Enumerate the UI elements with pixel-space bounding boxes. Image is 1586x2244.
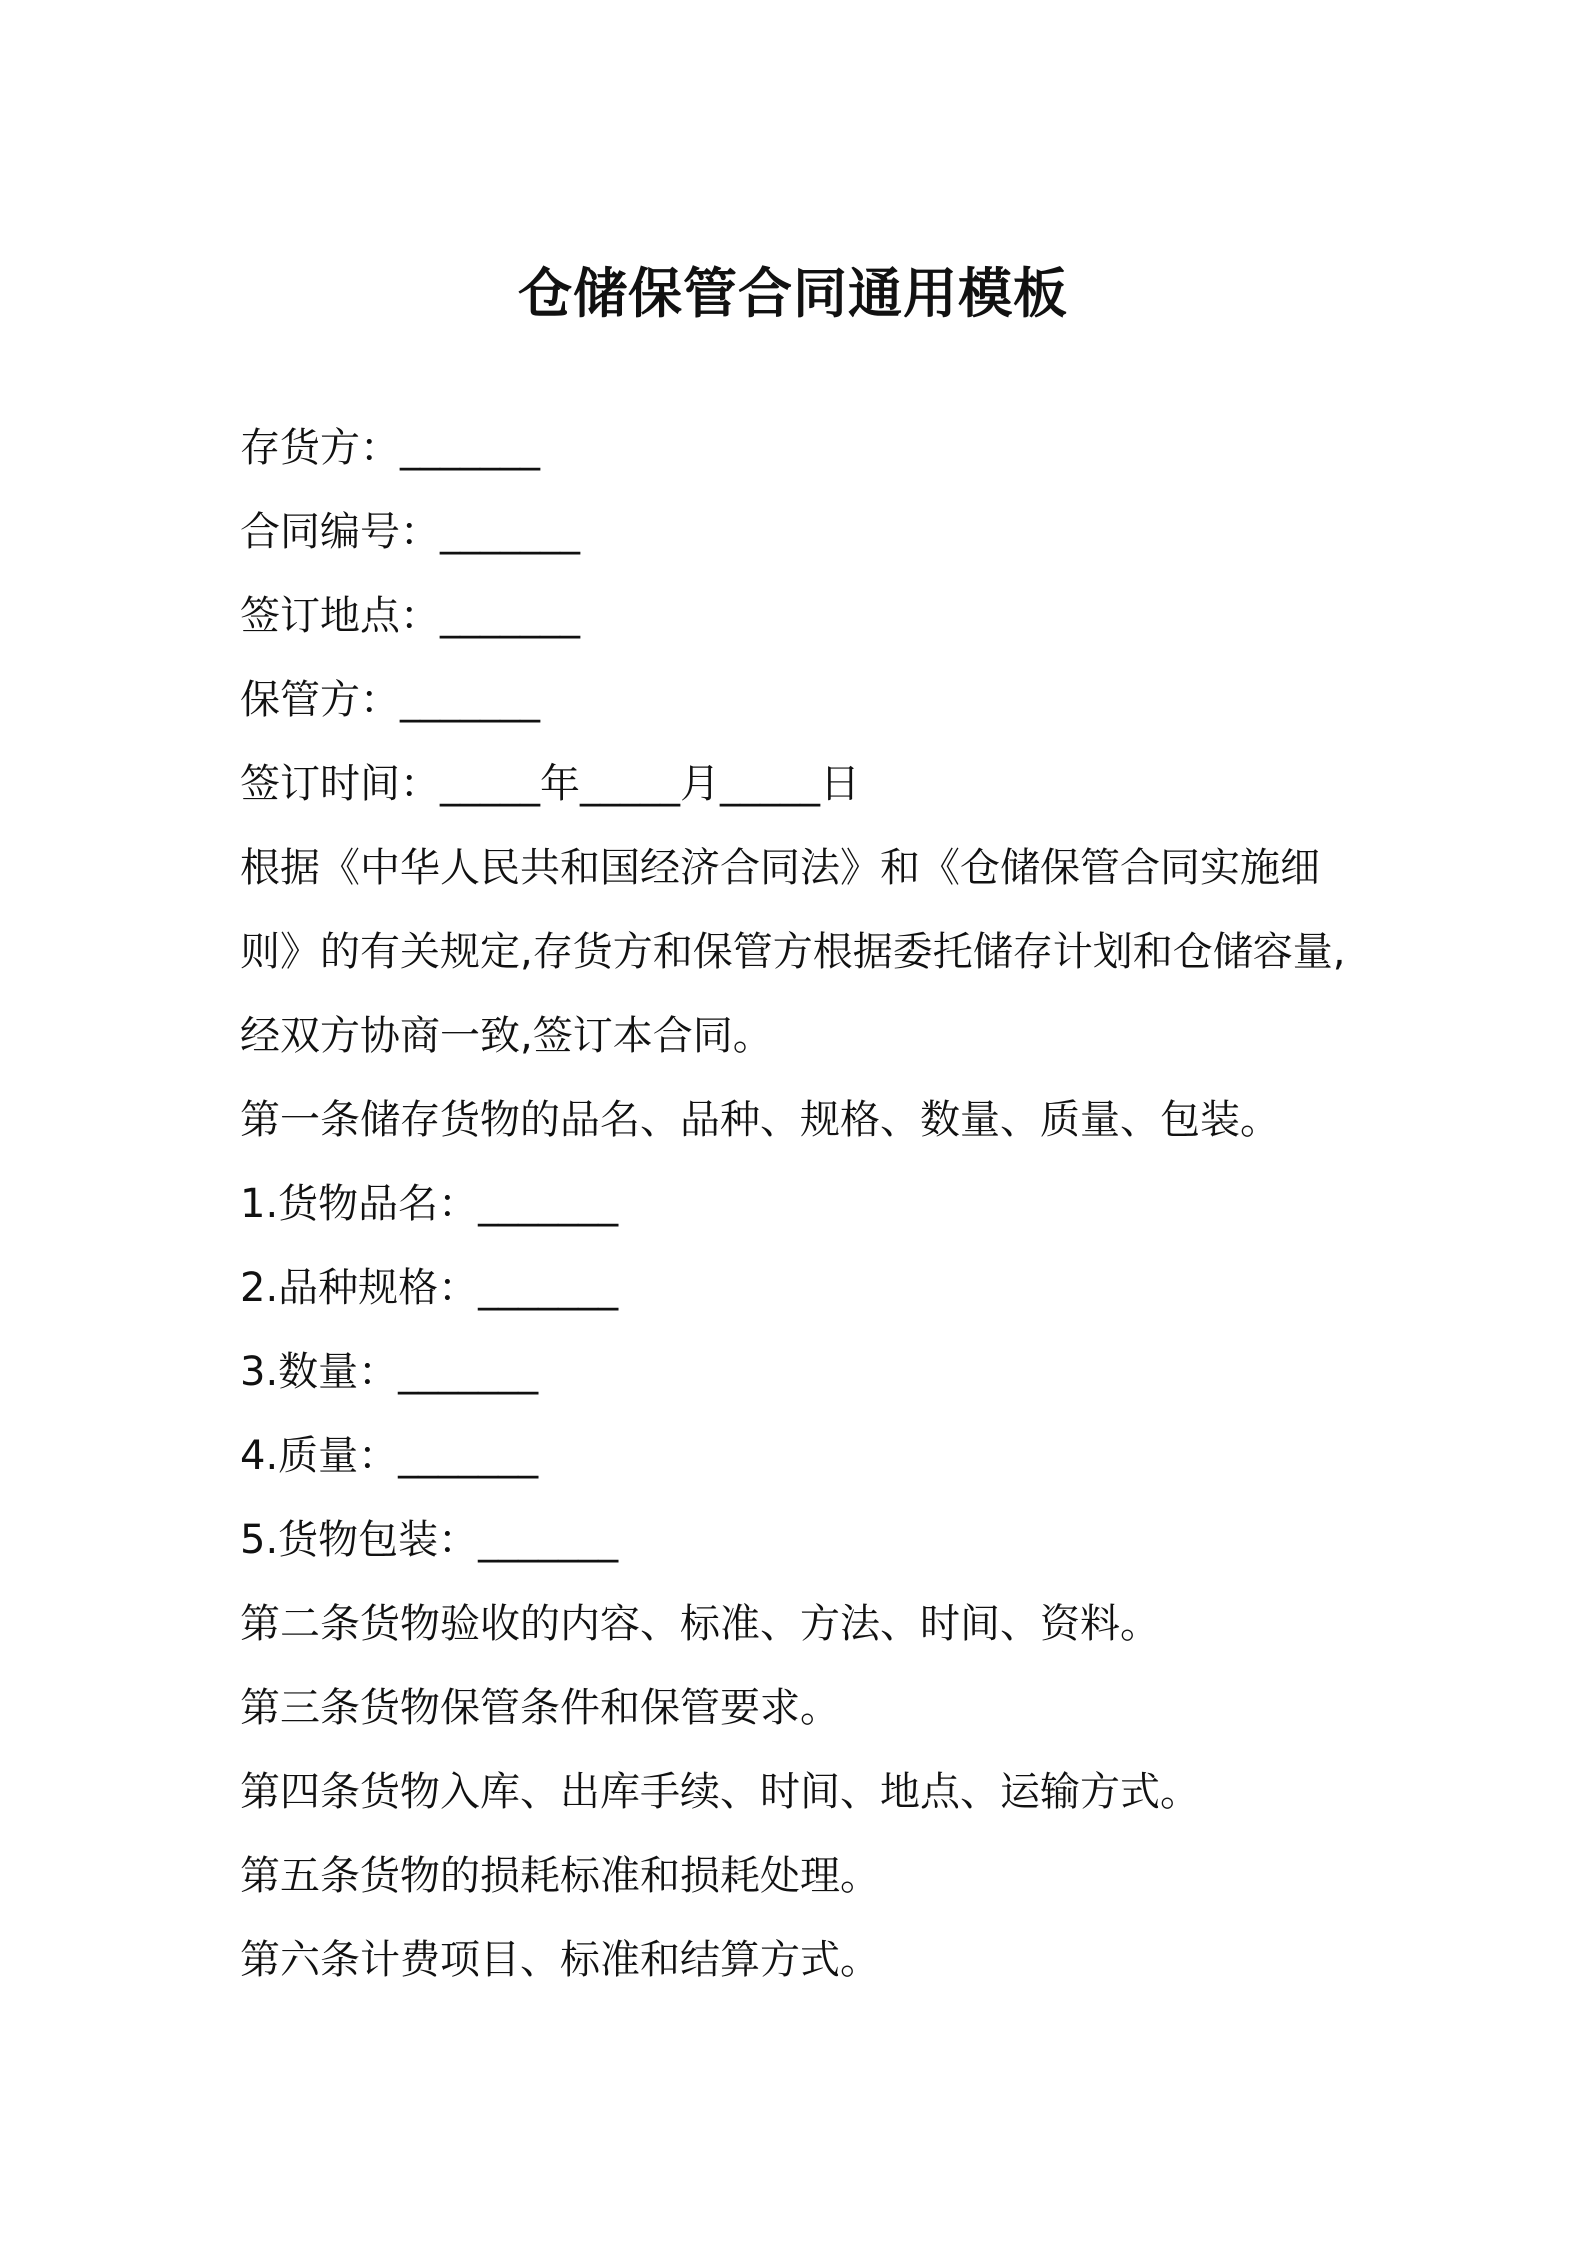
blank-line: _______	[400, 677, 540, 723]
article-2: 第二条货物验收的内容、标准、方法、时间、资料。	[240, 1601, 1160, 1647]
field-label: 合同编号：	[240, 509, 440, 555]
blank-line: _______	[478, 1265, 619, 1311]
field-signing-date	[240, 742, 1360, 826]
document-body	[240, 406, 1360, 2002]
item-label: 3.数量：	[240, 1349, 399, 1395]
blank-line: _______	[478, 1517, 619, 1563]
item-variety-spec	[240, 1246, 1360, 1330]
item-label: 5.货物包装：	[240, 1517, 479, 1563]
item-goods-name	[240, 1162, 1360, 1246]
document-title: 仓储保管合同通用模板	[518, 262, 1068, 325]
blank-line: _______	[398, 1433, 539, 1479]
field-depositor	[240, 406, 1360, 490]
blank-line: _______	[400, 425, 540, 471]
field-label: 签订地点：	[240, 593, 440, 639]
blank-line: _______	[440, 509, 580, 555]
blank-line: _______	[440, 593, 580, 639]
blank-line: _______	[478, 1181, 619, 1227]
item-label: 4.质量：	[240, 1433, 399, 1479]
year-label: 年	[540, 761, 580, 807]
article-6: 第六条计费项目、标准和结算方式。	[240, 1937, 880, 1983]
article-3: 第三条货物保管条件和保管要求。	[240, 1685, 840, 1731]
blank-month: _____	[580, 761, 680, 807]
field-custodian	[240, 658, 1360, 742]
item-packaging	[240, 1498, 1360, 1582]
item-label: 2.品种规格：	[240, 1265, 479, 1311]
blank-line: _______	[398, 1349, 539, 1395]
article-1: 第一条储存货物的品名、品种、规格、数量、质量、包装。	[240, 1097, 1280, 1143]
intro-paragraph: 根据《中华人民共和国经济合同法》和《仓储保管合同实施细则》的有关规定,存货方和保管方根据委托储存计划和仓储容量,经双方协商一致,签订本合同。	[240, 845, 1346, 1059]
day-label: 日	[820, 761, 860, 807]
item-quantity	[240, 1330, 1360, 1414]
field-label: 保管方：	[240, 677, 400, 723]
article-5: 第五条货物的损耗标准和损耗处理。	[240, 1853, 880, 1899]
field-label: 签订时间：	[240, 761, 440, 807]
blank-day: _____	[720, 761, 820, 807]
month-label: 月	[680, 761, 720, 807]
item-quality	[240, 1414, 1360, 1498]
blank-year: _____	[440, 761, 540, 807]
item-label: 1.货物品名：	[240, 1181, 479, 1227]
field-label: 存货方：	[240, 425, 400, 471]
field-signing-place	[240, 574, 1360, 658]
field-contract-number	[240, 490, 1360, 574]
article-4: 第四条货物入库、出库手续、时间、地点、运输方式。	[240, 1769, 1200, 1815]
